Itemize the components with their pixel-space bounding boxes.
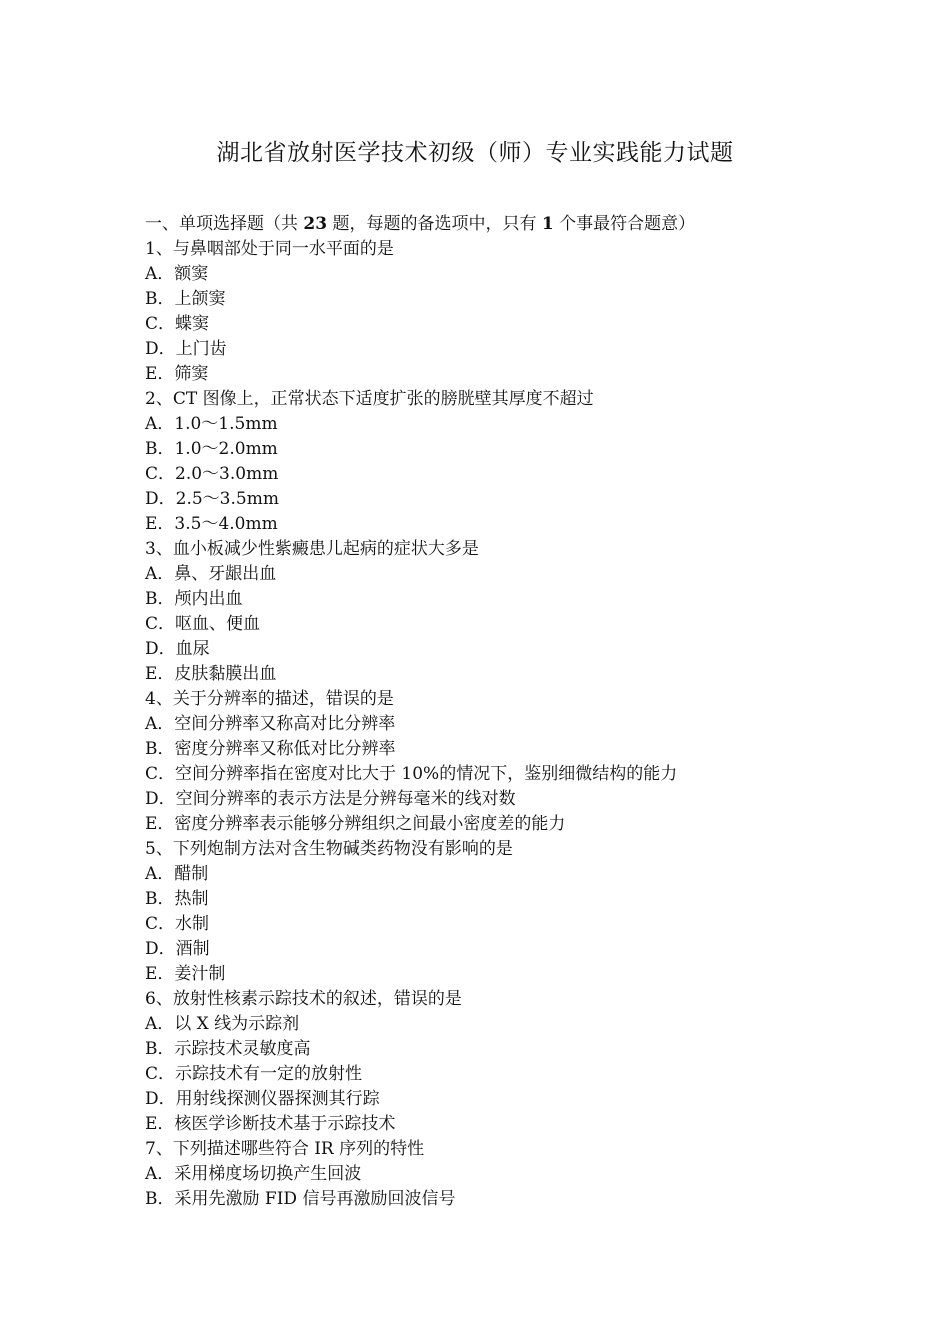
answer-option: B．上颌窦 (145, 289, 226, 309)
section-header-prefix: 一、单项选择题（共 (145, 214, 304, 234)
question-stem: 3、血小板减少性紫癜患儿起病的症状大多是 (145, 539, 479, 559)
answer-option: A．空间分辨率又称高对比分辨率 (145, 714, 396, 734)
question-stem: 2、CT 图像上，正常状态下适度扩张的膀胱壁其厚度不超过 (145, 389, 594, 409)
question-stem: 5、下列炮制方法对含生物碱类药物没有影响的是 (145, 839, 513, 859)
answer-option: B．采用先激励 FID 信号再激励回波信号 (145, 1189, 456, 1209)
answer-option: C．空间分辨率指在密度对比大于 10%的情况下，鉴别细微结构的能力 (145, 764, 678, 784)
answer-option: C．蝶窦 (145, 314, 210, 334)
section-header-suffix: 个事最符合题意） (553, 214, 696, 234)
answer-option: A．鼻、牙龈出血 (145, 564, 277, 584)
answer-option: C．呕血、便血 (145, 614, 261, 634)
question-list (145, 212, 845, 1212)
answer-option: B．颅内出血 (145, 589, 243, 609)
answer-option: D．用射线探测仪器探测其行踪 (145, 1089, 380, 1109)
answer-option: E．3.5～4.0mm (145, 514, 278, 534)
answer-option: D．血尿 (145, 639, 210, 659)
section-header-middle: 题，每题的备选项中，只有 (327, 214, 542, 234)
answer-option: B．密度分辨率又称低对比分辨率 (145, 739, 396, 759)
question-stem: 7、下列描述哪些符合 IR 序列的特性 (145, 1139, 425, 1159)
question-stem: 4、关于分辨率的描述，错误的是 (145, 689, 394, 709)
answer-option: A．1.0～1.5mm (145, 414, 278, 434)
answer-option: E．核医学诊断技术基于示踪技术 (145, 1114, 396, 1134)
document-title: 湖北省放射医学技术初级（师）专业实践能力试题 (216, 140, 734, 166)
answer-option: A．采用梯度场切换产生回波 (145, 1164, 362, 1184)
answer-option: C．水制 (145, 914, 210, 934)
answer-option: E．姜汁制 (145, 964, 226, 984)
answer-option: A．额窦 (145, 264, 209, 284)
question-stem: 6、放射性核素示踪技术的叙述，错误的是 (145, 989, 462, 1009)
answer-option: A．醋制 (145, 864, 209, 884)
answer-option: B．1.0～2.0mm (145, 439, 278, 459)
answer-option: D．空间分辨率的表示方法是分辨每毫米的线对数 (145, 789, 516, 809)
answer-count: 1 (541, 214, 554, 234)
answer-option: D．酒制 (145, 939, 210, 959)
question-count: 23 (303, 214, 328, 234)
answer-option: B．热制 (145, 889, 209, 909)
answer-option: E．筛窦 (145, 364, 209, 384)
section-header (145, 212, 845, 237)
answer-option: D．上门齿 (145, 339, 227, 359)
answer-option: E．皮肤黏膜出血 (145, 664, 277, 684)
question-stem: 1、与鼻咽部处于同一水平面的是 (145, 239, 394, 259)
answer-option: A．以 X 线为示踪剂 (145, 1014, 300, 1034)
answer-option: C．示踪技术有一定的放射性 (145, 1064, 363, 1084)
answer-option: B．示踪技术灵敏度高 (145, 1039, 311, 1059)
answer-option: E．密度分辨率表示能够分辨组织之间最小密度差的能力 (145, 814, 566, 834)
answer-option: D．2.5～3.5mm (145, 489, 279, 509)
answer-option: C．2.0～3.0mm (145, 464, 279, 484)
